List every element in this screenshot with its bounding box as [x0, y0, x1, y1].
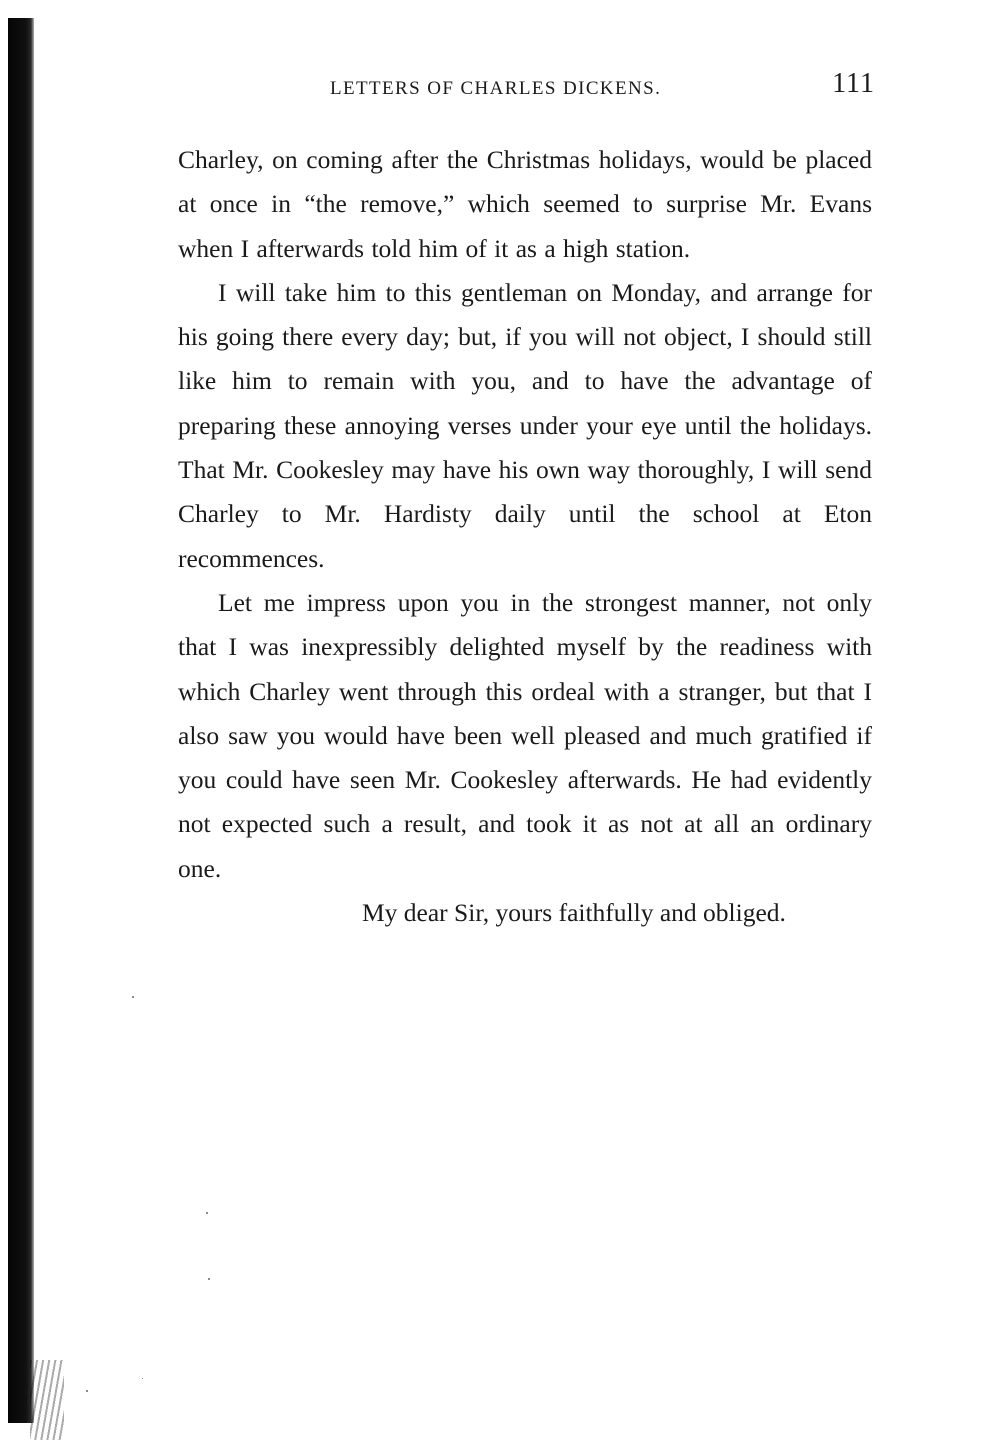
paper-speck [208, 1278, 210, 1280]
binding-edge [8, 18, 34, 1423]
paper-speck [132, 996, 134, 998]
page-number: 111 [832, 68, 875, 99]
letter-body [178, 138, 872, 935]
header-title: LETTERS OF CHARLES DICKENS. [330, 78, 662, 99]
paragraph-3: Let me impress upon you in the strongest manner, not only that I was inexpressibly delighted myself by the readiness with which Charley went through this ordeal with a stranger, but that I also saw you would have been well pleased and much gratified if you could have seen Mr. Cookesley afterwards. He had evidently not expected such a result, and took it as not at all an ordinary one. [178, 587, 872, 883]
paper-speck [206, 1212, 208, 1214]
paper-speck [142, 1378, 143, 1379]
paper-speck [86, 1390, 88, 1392]
binding-fray [30, 1360, 64, 1440]
running-head [178, 66, 875, 116]
closing-salutation: My dear Sir, yours faithfully and obliged. [362, 898, 786, 928]
paragraph-1: Charley, on coming after the Christmas holidays, would be placed at once in “the remove,” which seemed to surprise Mr. Evans when I afterwards told him of it as a high station. [178, 145, 872, 263]
paragraph-2: I will take him to this gentleman on Monday, and arrange for his going there every day; but, if you will not object, I should still like him to remain with you, and to have the advantage of preparing these annoying verses under your eye until the holidays. That Mr. Cookesley may have his own way thoroughly, I will send Charley to Mr. Hardisty daily until the school at Eton recommences. [178, 277, 872, 573]
